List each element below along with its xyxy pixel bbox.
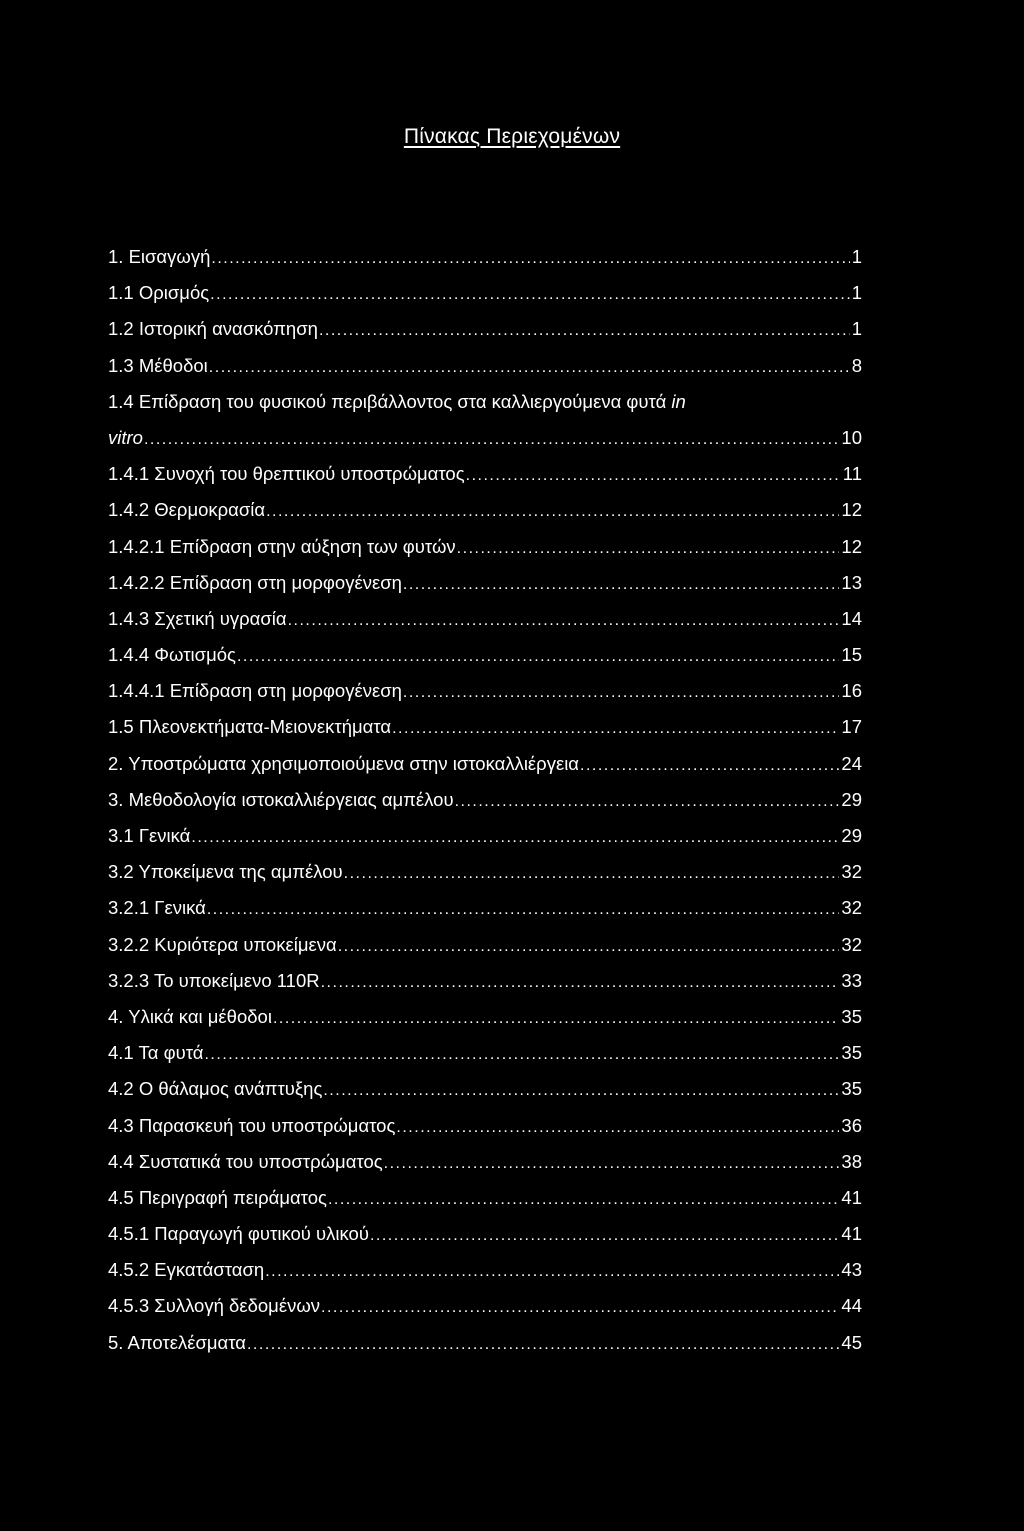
toc-entry <box>108 854 862 890</box>
toc-entry <box>108 927 862 963</box>
toc-entry-label: 1.4.4 Φωτισμός <box>108 644 236 666</box>
toc-entry <box>108 529 862 565</box>
toc-leader-dots <box>392 711 839 747</box>
toc-leader-dots <box>370 1218 839 1254</box>
toc-entry <box>108 348 862 384</box>
toc-entry-page: 12 <box>841 499 862 521</box>
toc-list <box>108 239 862 1361</box>
toc-entry-label: 3.2 Υποκείμενα της αμπέλου <box>108 861 343 883</box>
toc-entry-label: 3.2.1 Γενικά <box>108 897 206 919</box>
toc-leader-dots <box>237 639 839 675</box>
toc-entry <box>108 890 862 926</box>
toc-entry <box>108 1108 862 1144</box>
toc-leader-dots <box>265 1254 839 1290</box>
toc-entry-page: 38 <box>841 1150 862 1172</box>
toc-entry <box>108 818 862 854</box>
toc-entry-continuation <box>108 420 862 456</box>
toc-entry <box>108 637 862 673</box>
toc-entry-page: 44 <box>841 1295 862 1317</box>
toc-leader-dots <box>144 422 839 458</box>
toc-entry-label: 4.4 Συστατικά του υποστρώματος <box>108 1150 383 1172</box>
toc-leader-dots <box>466 458 841 494</box>
toc-entry <box>108 746 862 782</box>
toc-entry <box>108 601 862 637</box>
toc-entry-label: 4. Υλικά και μέθοδοι <box>108 1005 272 1027</box>
toc-leader-dots <box>211 241 849 277</box>
toc-entry <box>108 782 862 818</box>
toc-entry-page: 16 <box>841 680 862 702</box>
toc-entry-label: 1.4.2.1 Επίδραση στην αύξηση των φυτών <box>108 535 456 557</box>
toc-entry-label: 1.4 Επίδραση του φυσικού περιβάλλοντος στα καλλιεργούμενα φυτά in <box>108 390 686 412</box>
toc-leader-dots <box>273 1001 839 1037</box>
toc-entry <box>108 239 862 275</box>
toc-leader-dots <box>204 1037 839 1073</box>
toc-entry-page: 36 <box>841 1114 862 1136</box>
toc-leader-dots <box>321 1290 839 1326</box>
toc-entry-page: 45 <box>841 1331 862 1353</box>
toc-entry-label: 1.4.2.2 Επίδραση στη μορφογένεση <box>108 571 402 593</box>
toc-entry-label: 1. Εισαγωγή <box>108 246 211 267</box>
toc-leader-dots <box>209 350 850 386</box>
toc-entry-label: 3.1 Γενικά <box>108 825 191 846</box>
toc-entry-page: 10 <box>841 426 862 448</box>
toc-entry-label: 4.1 Τα φυτά <box>108 1042 204 1064</box>
toc-leader-dots <box>247 1327 839 1363</box>
toc-leader-dots <box>210 277 850 313</box>
toc-entry-label: 3. Μεθοδολογία ιστοκαλλιέργειας αμπέλου <box>108 788 454 810</box>
toc-entry <box>108 384 862 420</box>
toc-entry <box>108 1071 862 1107</box>
toc-entry <box>108 963 862 999</box>
toc-entry-label: 1.4.1 Συνοχή του θρεπτικού υποστρώματος <box>108 463 465 485</box>
toc-entry-page: 33 <box>841 969 862 991</box>
toc-entry <box>108 1144 862 1180</box>
toc-entry-page: 12 <box>841 535 862 557</box>
toc-entry-label: 4.5 Περιγραφή πειράματος <box>108 1186 327 1208</box>
toc-entry <box>108 492 862 528</box>
toc-entry <box>108 1252 862 1288</box>
toc-entry-page: 1 <box>851 282 862 304</box>
toc-entry <box>108 673 862 709</box>
toc-entry-page: 13 <box>841 571 862 593</box>
toc-entry-page: 17 <box>841 716 862 738</box>
toc-leader-dots <box>207 892 840 928</box>
toc-leader-dots <box>403 567 840 603</box>
toc-entry-page: 24 <box>841 752 862 774</box>
toc-entry-label-italic: in <box>671 390 686 412</box>
toc-entry-page: 41 <box>841 1186 862 1208</box>
toc-entry-page: 35 <box>841 1005 862 1027</box>
toc-entry-page: 35 <box>841 1042 862 1064</box>
toc-leader-dots <box>338 929 840 965</box>
toc-entry-page: 32 <box>841 897 862 919</box>
toc-entry-page: 29 <box>841 825 862 846</box>
toc-leader-dots <box>328 1182 839 1218</box>
toc-leader-dots <box>580 748 839 784</box>
toc-leader-dots <box>191 820 839 856</box>
toc-entry <box>108 1325 862 1361</box>
toc-entry-label: 1.4.2 Θερμοκρασία <box>108 499 266 521</box>
toc-title: Πίνακας Περιεχομένων <box>403 125 621 148</box>
toc-entry <box>108 275 862 311</box>
toc-entry-label: 1.4.4.1 Επίδραση στη μορφογένεση <box>108 680 402 702</box>
toc-entry <box>108 565 862 601</box>
toc-entry <box>108 1216 862 1252</box>
toc-leader-dots <box>403 675 840 711</box>
toc-leader-dots <box>457 531 840 567</box>
toc-entry-page: 14 <box>841 607 862 629</box>
toc-entry-label: 3.2.2 Κυριότερα υποκείμενα <box>108 933 337 955</box>
toc-entry <box>108 456 862 492</box>
toc-entry-label: 4.5.1 Παραγωγή φυτικού υλικού <box>108 1223 369 1245</box>
toc-entry-label: 4.2 Ο θάλαμος ανάπτυξης <box>108 1078 323 1100</box>
toc-entry-page: 1 <box>851 246 862 267</box>
toc-leader-dots <box>288 603 840 639</box>
toc-leader-dots <box>344 856 840 892</box>
toc-leader-dots <box>455 784 840 820</box>
toc-entry-page: 35 <box>841 1078 862 1100</box>
toc-entry-page: 32 <box>841 933 862 955</box>
toc-leader-dots <box>384 1146 840 1182</box>
toc-leader-dots <box>266 494 839 530</box>
toc-entry <box>108 311 862 347</box>
toc-entry-label: 4.3 Παρασκευή του υποστρώματος <box>108 1114 396 1136</box>
toc-entry-continuation-italic: vitro <box>108 426 143 448</box>
toc-entry-label: 1.4.3 Σχετική υγρασία <box>108 607 287 629</box>
toc-entry-label: 2. Υποστρώματα χρησιμοποιούμενα στην ιστοκαλλιέργεια <box>108 752 580 774</box>
toc-entry-page: 43 <box>841 1259 862 1281</box>
toc-entry <box>108 1288 862 1324</box>
toc-entry <box>108 1035 862 1071</box>
toc-entry-page: 8 <box>851 354 862 376</box>
toc-entry <box>108 709 862 745</box>
toc-entry-page: 41 <box>841 1223 862 1245</box>
toc-leader-dots <box>321 965 840 1001</box>
toc-entry-page: 11 <box>842 463 862 485</box>
toc-entry <box>108 1180 862 1216</box>
toc-entry-label: 1.1 Ορισμός <box>108 282 210 304</box>
toc-entry-label: 3.2.3 Το υποκείμενο 110R <box>108 969 320 991</box>
toc-entry-label: 4.5.2 Εγκατάσταση <box>108 1259 265 1281</box>
toc-leader-dots <box>319 313 850 349</box>
toc-entry-label: 1.3 Μέθοδοι <box>108 354 208 376</box>
toc-entry-page: 15 <box>841 644 862 666</box>
toc-entry-label: 1.2 Ιστορική ανασκόπηση <box>108 318 318 340</box>
toc-leader-dots <box>396 1110 839 1146</box>
toc-entry-label: 1.5 Πλεονεκτήματα-Μειονεκτήματα <box>108 716 392 738</box>
toc-entry-page: 32 <box>841 861 862 883</box>
toc-entry-label: 4.5.3 Συλλογή δεδομένων <box>108 1295 321 1317</box>
toc-entry-label: 5. Αποτελέσματα <box>108 1331 246 1353</box>
toc-entry-page: 29 <box>841 788 862 810</box>
toc-leader-dots <box>323 1073 839 1109</box>
toc-entry-page: 1 <box>851 318 862 340</box>
toc-entry <box>108 999 862 1035</box>
